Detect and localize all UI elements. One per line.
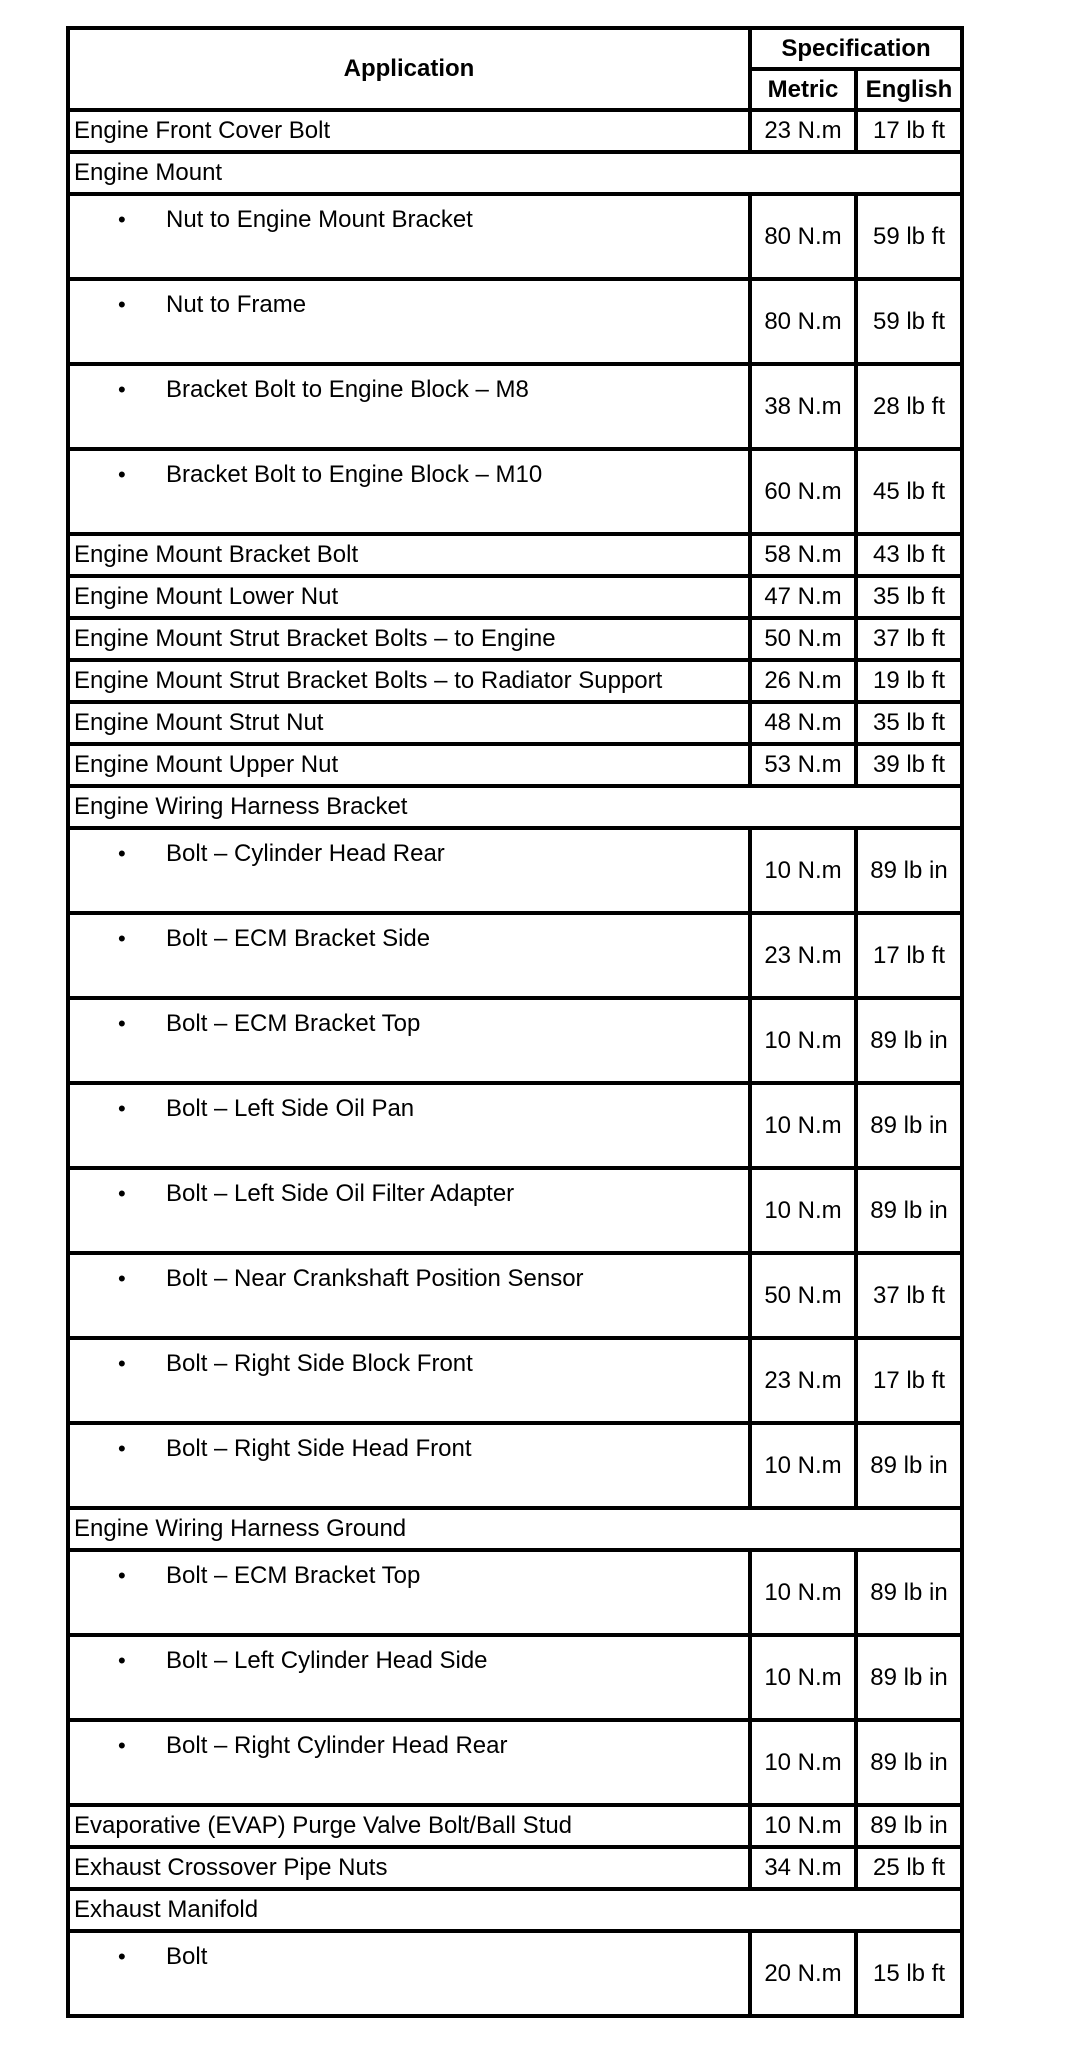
sub-item-row <box>68 1720 962 1805</box>
english-header: English <box>856 69 962 110</box>
metric-value: 26 N.m <box>750 660 856 702</box>
table-header <box>68 28 962 110</box>
english-value: 89 lb in <box>856 1805 962 1847</box>
english-value: 37 lb ft <box>856 1253 962 1338</box>
english-value: 89 lb in <box>856 1720 962 1805</box>
sub-item-row <box>68 1168 962 1253</box>
metric-value: 10 N.m <box>750 1423 856 1508</box>
metric-value: 34 N.m <box>750 1847 856 1889</box>
application-cell <box>68 1253 750 1338</box>
group-row <box>68 786 962 828</box>
bullet-icon: • <box>118 292 126 317</box>
table-row <box>68 1805 962 1847</box>
metric-value: 10 N.m <box>750 1083 856 1168</box>
english-value: 37 lb ft <box>856 618 962 660</box>
table-row <box>68 618 962 660</box>
table-row <box>68 702 962 744</box>
bullet-icon: • <box>118 1733 126 1758</box>
english-value: 89 lb in <box>856 998 962 1083</box>
metric-value: 20 N.m <box>750 1931 856 2016</box>
english-value: 89 lb in <box>856 1083 962 1168</box>
application-label: Bolt – Left Side Oil Pan <box>166 1095 415 1122</box>
sub-item-row <box>68 279 962 364</box>
english-value: 45 lb ft <box>856 449 962 534</box>
table-row <box>68 110 962 152</box>
application-cell: Evaporative (EVAP) Purge Valve Bolt/Ball Stud <box>68 1805 750 1847</box>
application-cell: Engine Mount Strut Nut <box>68 702 750 744</box>
group-row <box>68 152 962 194</box>
metric-value: 80 N.m <box>750 279 856 364</box>
metric-value: 60 N.m <box>750 449 856 534</box>
table-row <box>68 534 962 576</box>
sub-item-row <box>68 828 962 913</box>
english-value: 17 lb ft <box>856 110 962 152</box>
sub-item-row <box>68 913 962 998</box>
sub-item-row <box>68 449 962 534</box>
metric-value: 80 N.m <box>750 194 856 279</box>
application-cell <box>68 1635 750 1720</box>
bullet-icon: • <box>118 1181 126 1206</box>
application-cell <box>68 828 750 913</box>
english-value: 89 lb in <box>856 1635 962 1720</box>
bullet-icon: • <box>118 207 126 232</box>
metric-value: 53 N.m <box>750 744 856 786</box>
metric-value: 58 N.m <box>750 534 856 576</box>
sub-item-row <box>68 998 962 1083</box>
application-cell <box>68 913 750 998</box>
group-row <box>68 1508 962 1550</box>
application-label: Nut to Engine Mount Bracket <box>166 206 473 233</box>
application-cell <box>68 194 750 279</box>
application-header: Application <box>68 28 750 110</box>
application-label: Bolt – ECM Bracket Top <box>166 1010 421 1037</box>
application-cell <box>68 998 750 1083</box>
application-label: Bolt – Left Side Oil Filter Adapter <box>166 1180 515 1207</box>
application-label: Bolt – Cylinder Head Rear <box>166 840 445 867</box>
sub-item-row <box>68 1931 962 2016</box>
english-value: 17 lb ft <box>856 1338 962 1423</box>
english-value: 59 lb ft <box>856 279 962 364</box>
bullet-icon: • <box>118 1096 126 1121</box>
english-value: 39 lb ft <box>856 744 962 786</box>
sub-item-row <box>68 1550 962 1635</box>
sub-item-row <box>68 1083 962 1168</box>
application-cell: Engine Mount Upper Nut <box>68 744 750 786</box>
application-cell <box>68 1083 750 1168</box>
application-cell <box>68 1931 750 2016</box>
bullet-icon: • <box>118 841 126 866</box>
metric-value: 48 N.m <box>750 702 856 744</box>
application-label: Bolt – Left Cylinder Head Side <box>166 1647 488 1674</box>
english-value: 59 lb ft <box>856 194 962 279</box>
bullet-icon: • <box>118 926 126 951</box>
english-value: 89 lb in <box>856 828 962 913</box>
application-cell: Engine Mount Lower Nut <box>68 576 750 618</box>
sub-item-row <box>68 1338 962 1423</box>
bullet-icon: • <box>118 1011 126 1036</box>
application-label: Bracket Bolt to Engine Block – M8 <box>166 376 529 403</box>
metric-value: 38 N.m <box>750 364 856 449</box>
application-cell <box>68 1338 750 1423</box>
application-label: Nut to Frame <box>166 291 307 318</box>
sub-item-row <box>68 1253 962 1338</box>
english-value: 43 lb ft <box>856 534 962 576</box>
group-heading: Exhaust Manifold <box>68 1889 962 1931</box>
torque-spec-table <box>66 26 964 2018</box>
application-cell: Exhaust Crossover Pipe Nuts <box>68 1847 750 1889</box>
english-value: 35 lb ft <box>856 576 962 618</box>
application-cell: Engine Mount Bracket Bolt <box>68 534 750 576</box>
table-row <box>68 576 962 618</box>
bullet-icon: • <box>118 1351 126 1376</box>
application-cell: Engine Mount Strut Bracket Bolts – to Engine <box>68 618 750 660</box>
application-label: Bolt – Right Side Block Front <box>166 1350 473 1377</box>
application-label: Bolt – Near Crankshaft Position Sensor <box>166 1265 584 1292</box>
metric-header: Metric <box>750 69 856 110</box>
group-heading: Engine Wiring Harness Ground <box>68 1508 962 1550</box>
english-value: 89 lb in <box>856 1423 962 1508</box>
metric-value: 10 N.m <box>750 1635 856 1720</box>
application-cell <box>68 279 750 364</box>
bullet-icon: • <box>118 1944 126 1969</box>
table-body <box>68 110 962 2016</box>
sub-item-row <box>68 1635 962 1720</box>
application-cell <box>68 364 750 449</box>
application-label: Bolt – Right Side Head Front <box>166 1435 472 1462</box>
bullet-icon: • <box>118 1436 126 1461</box>
bullet-icon: • <box>118 1648 126 1673</box>
bullet-icon: • <box>118 1563 126 1588</box>
application-cell: Engine Mount Strut Bracket Bolts – to Radiator Support <box>68 660 750 702</box>
bullet-icon: • <box>118 462 126 487</box>
application-cell <box>68 1423 750 1508</box>
application-label: Bolt – Right Cylinder Head Rear <box>166 1732 508 1759</box>
metric-value: 50 N.m <box>750 1253 856 1338</box>
metric-value: 23 N.m <box>750 1338 856 1423</box>
sub-item-row <box>68 194 962 279</box>
english-value: 25 lb ft <box>856 1847 962 1889</box>
specification-header: Specification <box>750 28 962 69</box>
table-row <box>68 744 962 786</box>
application-cell <box>68 1168 750 1253</box>
english-value: 89 lb in <box>856 1168 962 1253</box>
metric-value: 10 N.m <box>750 1550 856 1635</box>
metric-value: 10 N.m <box>750 1168 856 1253</box>
english-value: 15 lb ft <box>856 1931 962 2016</box>
english-value: 89 lb in <box>856 1550 962 1635</box>
group-heading: Engine Mount <box>68 152 962 194</box>
english-value: 35 lb ft <box>856 702 962 744</box>
application-label: Bolt – ECM Bracket Top <box>166 1562 421 1589</box>
application-cell <box>68 1720 750 1805</box>
sub-item-row <box>68 364 962 449</box>
application-cell <box>68 449 750 534</box>
application-label: Bolt <box>166 1943 208 1970</box>
english-value: 28 lb ft <box>856 364 962 449</box>
table-row <box>68 1847 962 1889</box>
bullet-icon: • <box>118 1266 126 1291</box>
application-label: Bracket Bolt to Engine Block – M10 <box>166 461 543 488</box>
english-value: 17 lb ft <box>856 913 962 998</box>
metric-value: 23 N.m <box>750 913 856 998</box>
metric-value: 10 N.m <box>750 1720 856 1805</box>
metric-value: 10 N.m <box>750 998 856 1083</box>
english-value: 19 lb ft <box>856 660 962 702</box>
metric-value: 10 N.m <box>750 828 856 913</box>
table-row <box>68 660 962 702</box>
metric-value: 47 N.m <box>750 576 856 618</box>
application-cell: Engine Front Cover Bolt <box>68 110 750 152</box>
bullet-icon: • <box>118 377 126 402</box>
group-row <box>68 1889 962 1931</box>
sub-item-row <box>68 1423 962 1508</box>
metric-value: 10 N.m <box>750 1805 856 1847</box>
application-cell <box>68 1550 750 1635</box>
metric-value: 50 N.m <box>750 618 856 660</box>
application-label: Bolt – ECM Bracket Side <box>166 925 431 952</box>
group-heading: Engine Wiring Harness Bracket <box>68 786 962 828</box>
metric-value: 23 N.m <box>750 110 856 152</box>
